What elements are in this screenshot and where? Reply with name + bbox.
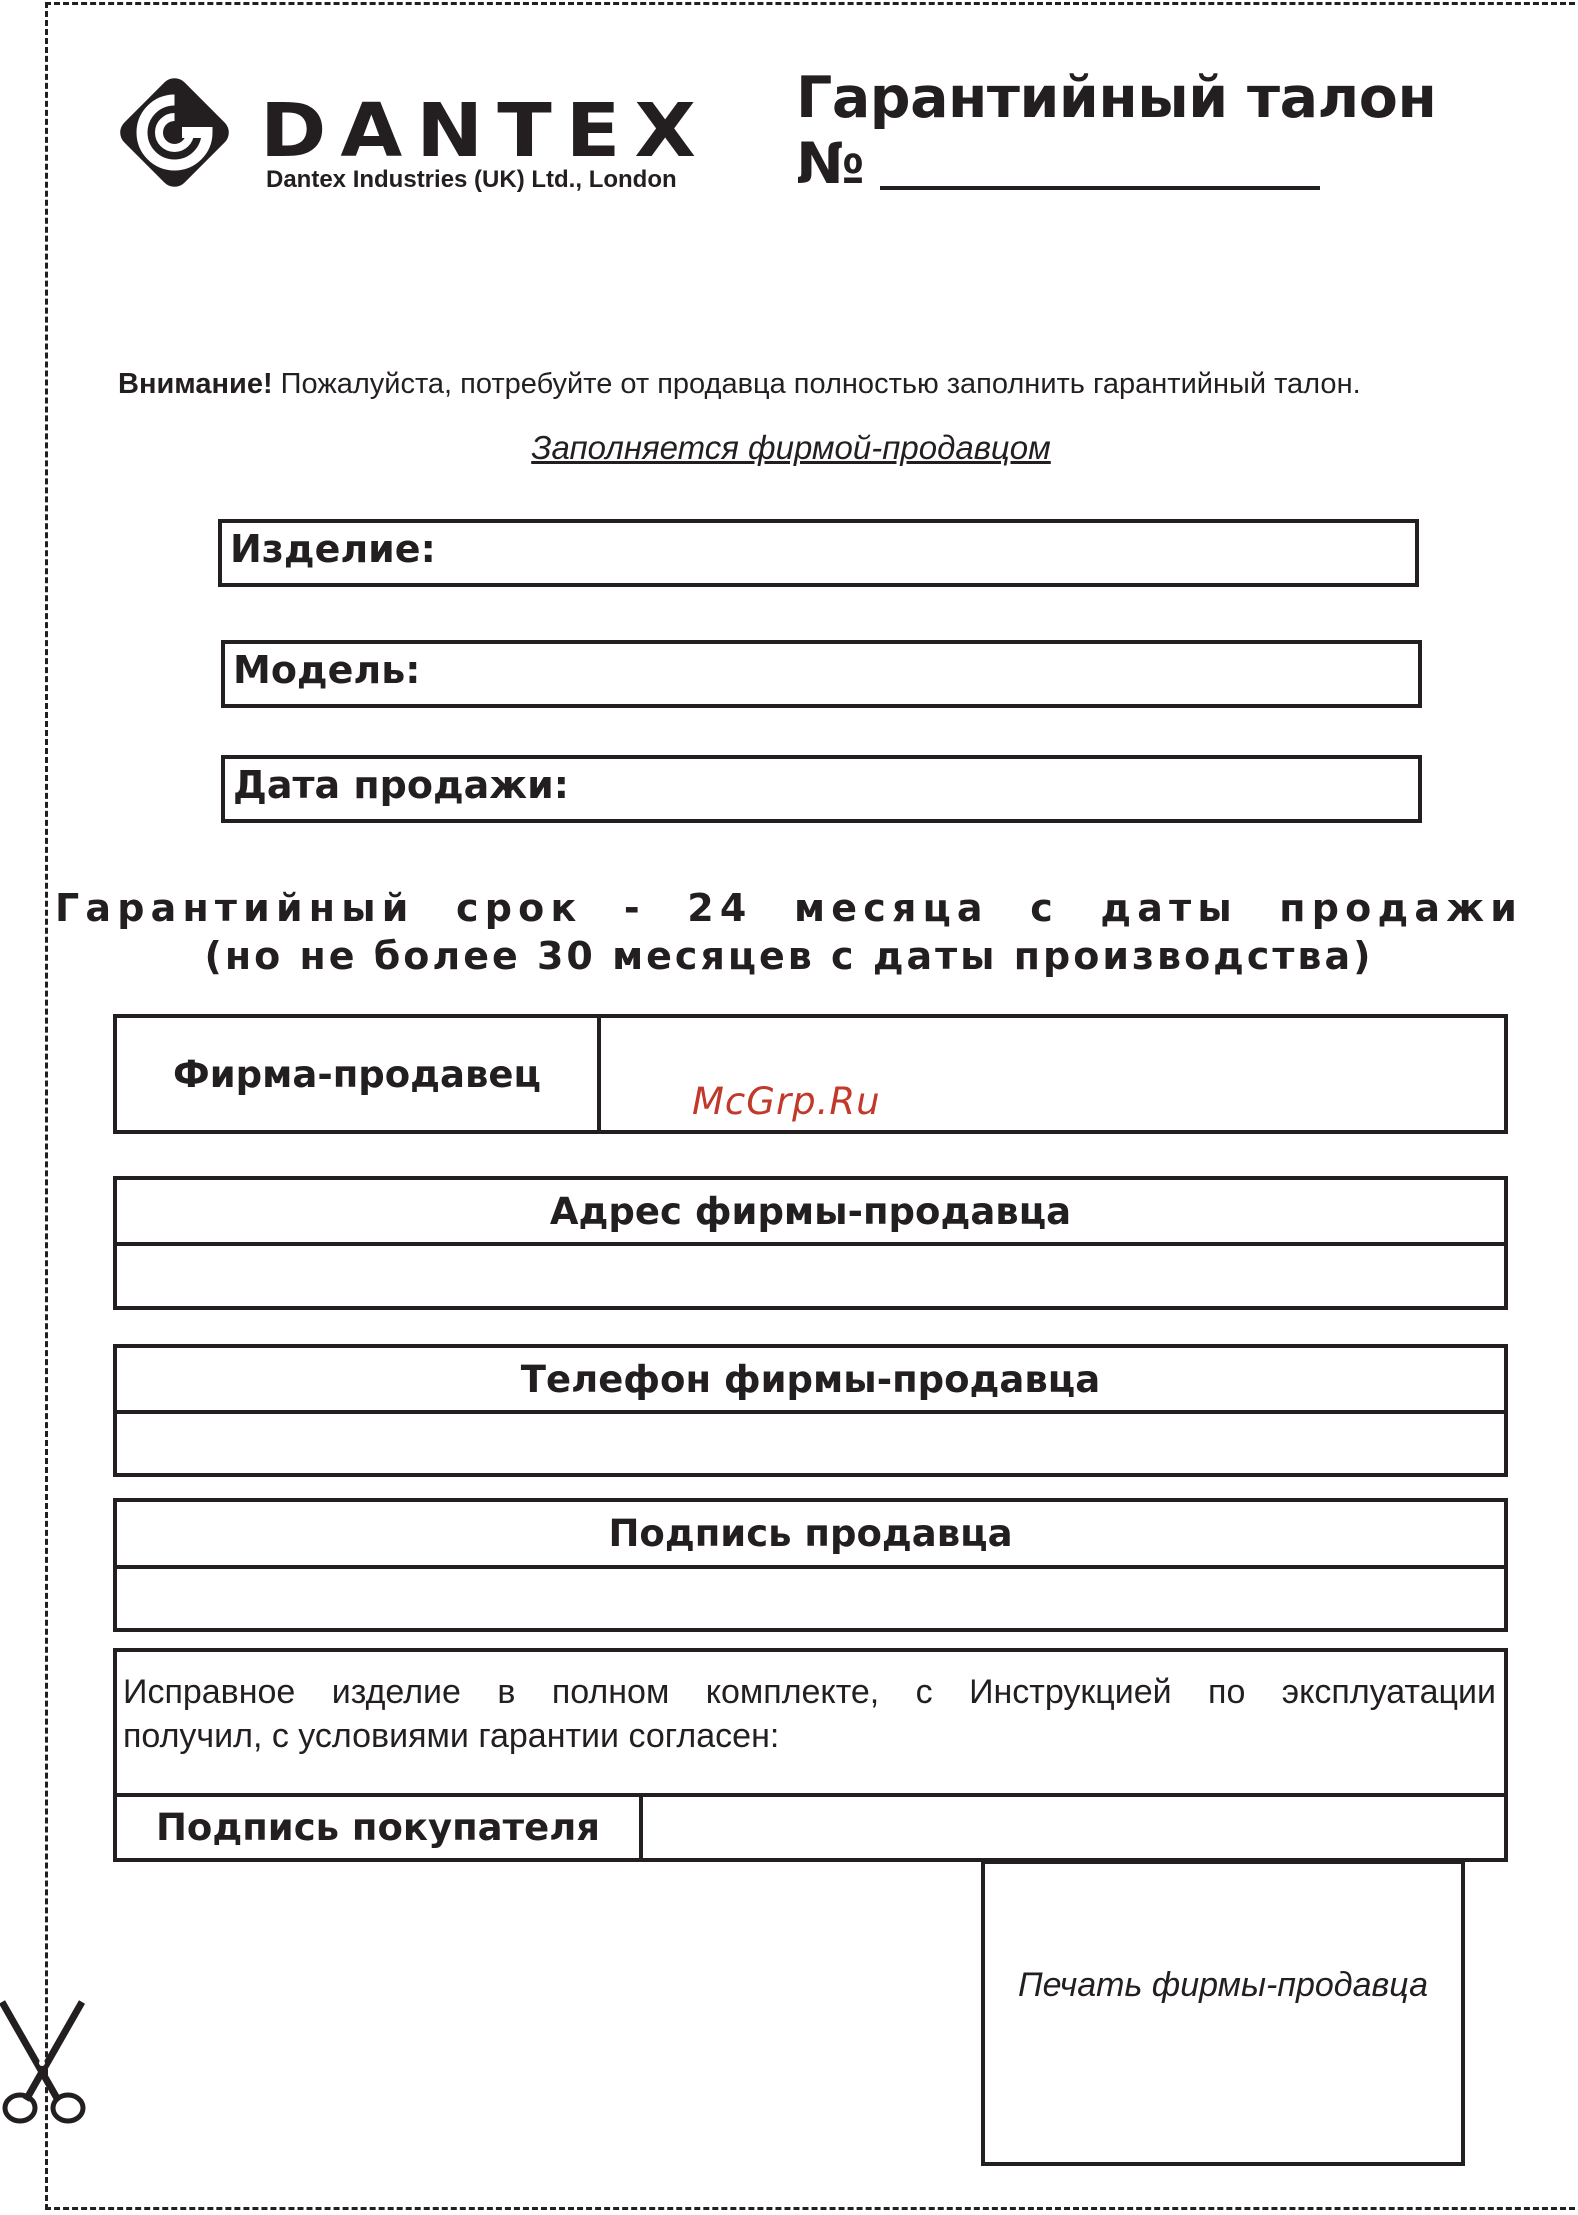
product-field[interactable] [218, 519, 1419, 587]
brand-subtitle: Dantex Industries (UK) Ltd., London [266, 166, 677, 193]
address-table [113, 1176, 1508, 1310]
fill-note-text: Заполняется фирмой-продавцом [531, 429, 1051, 466]
dantex-logo [112, 70, 722, 200]
acknowledgement-line-1: Исправное изделие в полном комплекте, с Инструкцией по эксплуатации [123, 1673, 1496, 1711]
seller-signature-table [113, 1498, 1508, 1632]
notice-text [118, 366, 1361, 402]
seller-signature-label: Подпись продавца [608, 1512, 1013, 1555]
sale-date-label: Дата продажи: [233, 763, 569, 807]
acknowledgement-line-2: получил, с условиями гарантии согласен: [123, 1717, 780, 1755]
product-label: Изделие: [230, 527, 436, 571]
seller-label-cell [117, 1018, 601, 1130]
seller-signature-header [117, 1502, 1504, 1569]
seller-label: Фирма-продавец [173, 1052, 541, 1096]
phone-label: Телефон фирмы-продавца [520, 1357, 1101, 1401]
page-title: Гарантийный талон [796, 65, 1437, 131]
notice-bold: Внимание! [118, 368, 273, 400]
watermark: McGrp.Ru [692, 1080, 881, 1123]
acknowledgement-text [117, 1652, 1504, 1758]
buyer-acknowledgement-table [113, 1648, 1508, 1862]
buyer-signature-label: Подпись покупателя [155, 1806, 601, 1849]
number-input-line[interactable] [880, 186, 1320, 190]
dantex-logo-icon [112, 70, 237, 195]
warranty-line-2: (но не более 30 месяцев с даты производства) [204, 934, 1374, 978]
buyer-signature-row [117, 1793, 1504, 1858]
model-field[interactable] [221, 640, 1422, 708]
model-label: Модель: [233, 648, 421, 692]
sale-date-field[interactable] [221, 755, 1422, 823]
phone-table [113, 1344, 1508, 1477]
scissors-icon [0, 2000, 90, 2125]
address-header [117, 1180, 1504, 1246]
fill-note [0, 428, 1578, 468]
stamp-box [981, 1860, 1465, 2166]
stamp-label: Печать фирмы-продавца [1018, 1965, 1428, 2004]
brand-wordmark: DANTEX [260, 88, 711, 174]
buyer-signature-label-cell [117, 1797, 643, 1858]
warranty-term [0, 884, 1578, 980]
number-label: № [796, 131, 865, 197]
notice-body: Пожалуйста, потребуйте от продавца полностью заполнить гарантийный талон. [272, 368, 1361, 400]
warranty-line-1: Гарантийный срок - 24 месяца с даты продажи [54, 886, 1524, 930]
phone-header [117, 1348, 1504, 1414]
address-label: Адрес фирмы-продавца [549, 1189, 1072, 1233]
